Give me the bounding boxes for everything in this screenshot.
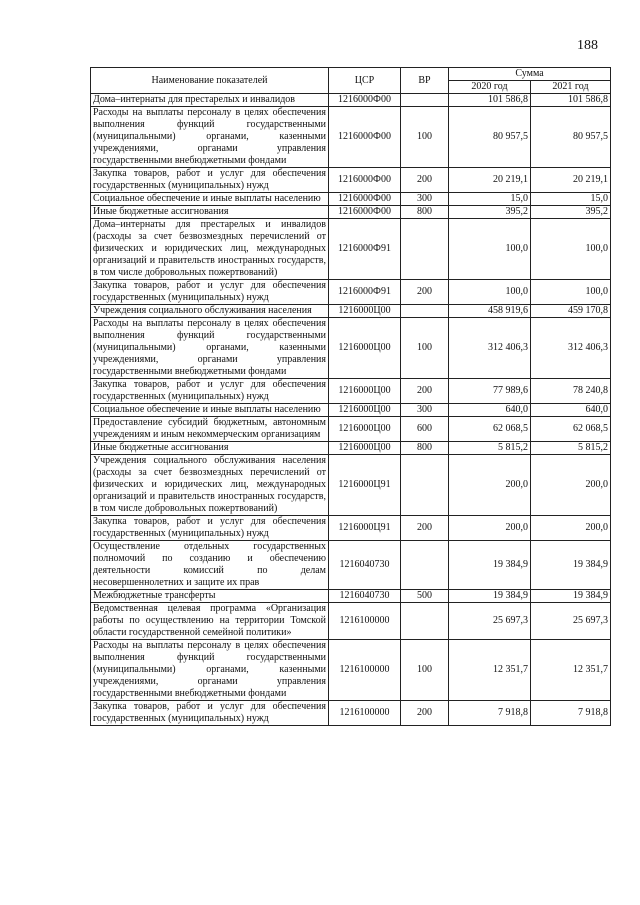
row-vr-cell bbox=[401, 94, 449, 107]
row-2021-cell: 19 384,9 bbox=[531, 541, 611, 590]
row-vr-cell bbox=[401, 455, 449, 516]
row-vr-cell: 200 bbox=[401, 280, 449, 305]
row-2021-cell: 78 240,8 bbox=[531, 379, 611, 404]
table-row bbox=[91, 193, 611, 206]
table-row bbox=[91, 168, 611, 193]
row-name-cell: Закупка товаров, работ и услуг для обеспечения государственных (муниципальных) нужд bbox=[91, 168, 329, 193]
row-csr-cell: 1216000Ф00 bbox=[329, 94, 401, 107]
row-csr-cell: 1216100000 bbox=[329, 701, 401, 726]
row-vr-cell: 300 bbox=[401, 404, 449, 417]
table-row bbox=[91, 541, 611, 590]
row-2021-cell: 100,0 bbox=[531, 280, 611, 305]
row-2021-cell: 395,2 bbox=[531, 206, 611, 219]
row-csr-cell: 1216000Ф00 bbox=[329, 107, 401, 168]
table-row bbox=[91, 280, 611, 305]
row-vr-cell: 100 bbox=[401, 640, 449, 701]
row-2020-cell: 62 068,5 bbox=[449, 417, 531, 442]
row-2021-cell: 80 957,5 bbox=[531, 107, 611, 168]
row-2021-cell: 200,0 bbox=[531, 516, 611, 541]
row-name-cell: Закупка товаров, работ и услуг для обеспечения государственных (муниципальных) нужд bbox=[91, 280, 329, 305]
row-name-cell: Закупка товаров, работ и услуг для обеспечения государственных (муниципальных) нужд bbox=[91, 516, 329, 541]
row-vr-cell: 100 bbox=[401, 107, 449, 168]
row-2020-cell: 20 219,1 bbox=[449, 168, 531, 193]
row-2020-cell: 25 697,3 bbox=[449, 603, 531, 640]
budget-table bbox=[90, 67, 611, 726]
row-csr-cell: 1216000Ц91 bbox=[329, 516, 401, 541]
table-row bbox=[91, 94, 611, 107]
row-vr-cell: 300 bbox=[401, 193, 449, 206]
row-vr-cell: 200 bbox=[401, 516, 449, 541]
row-2021-cell: 459 170,8 bbox=[531, 305, 611, 318]
row-2021-cell: 640,0 bbox=[531, 404, 611, 417]
table-row bbox=[91, 404, 611, 417]
row-csr-cell: 1216000Ф00 bbox=[329, 206, 401, 219]
row-2021-cell: 20 219,1 bbox=[531, 168, 611, 193]
row-name-cell: Предоставление субсидий бюджетным, автономным учреждениям и иным некоммерческим организациям bbox=[91, 417, 329, 442]
row-2021-cell: 15,0 bbox=[531, 193, 611, 206]
row-vr-cell: 200 bbox=[401, 701, 449, 726]
row-2020-cell: 100,0 bbox=[449, 219, 531, 280]
header-name: Наименование показателей bbox=[91, 68, 329, 94]
row-2020-cell: 100,0 bbox=[449, 280, 531, 305]
row-vr-cell bbox=[401, 541, 449, 590]
row-csr-cell: 1216100000 bbox=[329, 603, 401, 640]
row-2020-cell: 395,2 bbox=[449, 206, 531, 219]
row-csr-cell: 1216000Ц00 bbox=[329, 404, 401, 417]
row-2020-cell: 7 918,8 bbox=[449, 701, 531, 726]
row-2020-cell: 458 919,6 bbox=[449, 305, 531, 318]
row-name-cell: Иные бюджетные ассигнования bbox=[91, 206, 329, 219]
row-name-cell: Социальное обеспечение и иные выплаты населению bbox=[91, 404, 329, 417]
row-name-cell: Ведомственная целевая программа «Организация работы по осуществлению на территории Томской области государственной семейной политики» bbox=[91, 603, 329, 640]
table-row bbox=[91, 603, 611, 640]
row-csr-cell: 1216000Ц00 bbox=[329, 442, 401, 455]
row-csr-cell: 1216000Ц00 bbox=[329, 417, 401, 442]
row-name-cell: Иные бюджетные ассигнования bbox=[91, 442, 329, 455]
row-vr-cell bbox=[401, 305, 449, 318]
row-2020-cell: 640,0 bbox=[449, 404, 531, 417]
table-body bbox=[91, 94, 611, 726]
header-year-2021: 2021 год bbox=[531, 81, 611, 94]
row-csr-cell: 1216000Ф00 bbox=[329, 168, 401, 193]
row-vr-cell: 200 bbox=[401, 168, 449, 193]
header-sum: Сумма bbox=[449, 68, 611, 81]
row-vr-cell: 600 bbox=[401, 417, 449, 442]
row-vr-cell bbox=[401, 603, 449, 640]
table-row bbox=[91, 219, 611, 280]
row-vr-cell: 100 bbox=[401, 318, 449, 379]
row-2021-cell: 200,0 bbox=[531, 455, 611, 516]
row-name-cell: Межбюджетные трансферты bbox=[91, 590, 329, 603]
row-vr-cell: 800 bbox=[401, 442, 449, 455]
row-vr-cell: 500 bbox=[401, 590, 449, 603]
row-2021-cell: 19 384,9 bbox=[531, 590, 611, 603]
row-name-cell: Учреждения социального обслуживания населения (расходы за счет безвозмездных перечислений от физических и юридических лиц, международных организаций и правительств иностранных государств, в том числе добровольных пожертвований) bbox=[91, 455, 329, 516]
table-row bbox=[91, 442, 611, 455]
row-name-cell: Закупка товаров, работ и услуг для обеспечения государственных (муниципальных) нужд bbox=[91, 701, 329, 726]
row-2021-cell: 101 586,8 bbox=[531, 94, 611, 107]
row-2020-cell: 200,0 bbox=[449, 455, 531, 516]
row-vr-cell: 800 bbox=[401, 206, 449, 219]
table-row bbox=[91, 305, 611, 318]
row-2020-cell: 5 815,2 bbox=[449, 442, 531, 455]
row-2021-cell: 312 406,3 bbox=[531, 318, 611, 379]
row-2021-cell: 100,0 bbox=[531, 219, 611, 280]
row-name-cell: Дома–интернаты для престарелых и инвалидов bbox=[91, 94, 329, 107]
table-row bbox=[91, 417, 611, 442]
row-2020-cell: 19 384,9 bbox=[449, 590, 531, 603]
row-name-cell: Расходы на выплаты персоналу в целях обеспечения выполнения функций государственными (муниципальными) органами, казенными учреждениями, органами управления государственными внебюджетными фондами bbox=[91, 318, 329, 379]
row-2021-cell: 12 351,7 bbox=[531, 640, 611, 701]
header-csr: ЦСР bbox=[329, 68, 401, 94]
table-row bbox=[91, 206, 611, 219]
table-row bbox=[91, 107, 611, 168]
table-row bbox=[91, 379, 611, 404]
row-vr-cell: 200 bbox=[401, 379, 449, 404]
row-name-cell: Дома–интернаты для престарелых и инвалидов (расходы за счет безвозмездных перечислений от физических и юридических лиц, международных организаций и правительств иностранных государств, в том числе добровольных пожертвований) bbox=[91, 219, 329, 280]
row-2020-cell: 19 384,9 bbox=[449, 541, 531, 590]
row-csr-cell: 1216000Ц00 bbox=[329, 318, 401, 379]
header-year-2020: 2020 год bbox=[449, 81, 531, 94]
row-2020-cell: 200,0 bbox=[449, 516, 531, 541]
header-vr: ВР bbox=[401, 68, 449, 94]
row-2020-cell: 312 406,3 bbox=[449, 318, 531, 379]
page-number: 188 bbox=[577, 38, 598, 53]
row-2020-cell: 15,0 bbox=[449, 193, 531, 206]
row-csr-cell: 1216040730 bbox=[329, 590, 401, 603]
row-csr-cell: 1216000Ц00 bbox=[329, 305, 401, 318]
table-row bbox=[91, 701, 611, 726]
row-2021-cell: 7 918,8 bbox=[531, 701, 611, 726]
row-csr-cell: 1216000Ц00 bbox=[329, 379, 401, 404]
table-row bbox=[91, 455, 611, 516]
table-row bbox=[91, 516, 611, 541]
table-row bbox=[91, 318, 611, 379]
row-name-cell: Расходы на выплаты персоналу в целях обеспечения выполнения функций государственными (муниципальными) органами, казенными учреждениями, органами управления государственными внебюджетными фондами bbox=[91, 107, 329, 168]
row-name-cell: Закупка товаров, работ и услуг для обеспечения государственных (муниципальных) нужд bbox=[91, 379, 329, 404]
row-csr-cell: 1216000Ф91 bbox=[329, 280, 401, 305]
row-2021-cell: 5 815,2 bbox=[531, 442, 611, 455]
row-name-cell: Учреждения социального обслуживания населения bbox=[91, 305, 329, 318]
row-name-cell: Осуществление отдельных государственных полномочий по созданию и обеспечению деятельности комиссий по делам несовершеннолетних и защите их прав bbox=[91, 541, 329, 590]
row-2020-cell: 80 957,5 bbox=[449, 107, 531, 168]
row-name-cell: Расходы на выплаты персоналу в целях обеспечения выполнения функций государственными (муниципальными) органами, казенными учреждениями, органами управления государственными внебюджетными фондами bbox=[91, 640, 329, 701]
row-2020-cell: 101 586,8 bbox=[449, 94, 531, 107]
table-row bbox=[91, 640, 611, 701]
row-vr-cell bbox=[401, 219, 449, 280]
table-row bbox=[91, 590, 611, 603]
row-csr-cell: 1216100000 bbox=[329, 640, 401, 701]
row-name-cell: Социальное обеспечение и иные выплаты населению bbox=[91, 193, 329, 206]
row-2021-cell: 25 697,3 bbox=[531, 603, 611, 640]
row-2020-cell: 12 351,7 bbox=[449, 640, 531, 701]
row-csr-cell: 1216000Ц91 bbox=[329, 455, 401, 516]
row-csr-cell: 1216000Ф00 bbox=[329, 193, 401, 206]
row-2021-cell: 62 068,5 bbox=[531, 417, 611, 442]
row-csr-cell: 1216000Ф91 bbox=[329, 219, 401, 280]
row-2020-cell: 77 989,6 bbox=[449, 379, 531, 404]
row-csr-cell: 1216040730 bbox=[329, 541, 401, 590]
